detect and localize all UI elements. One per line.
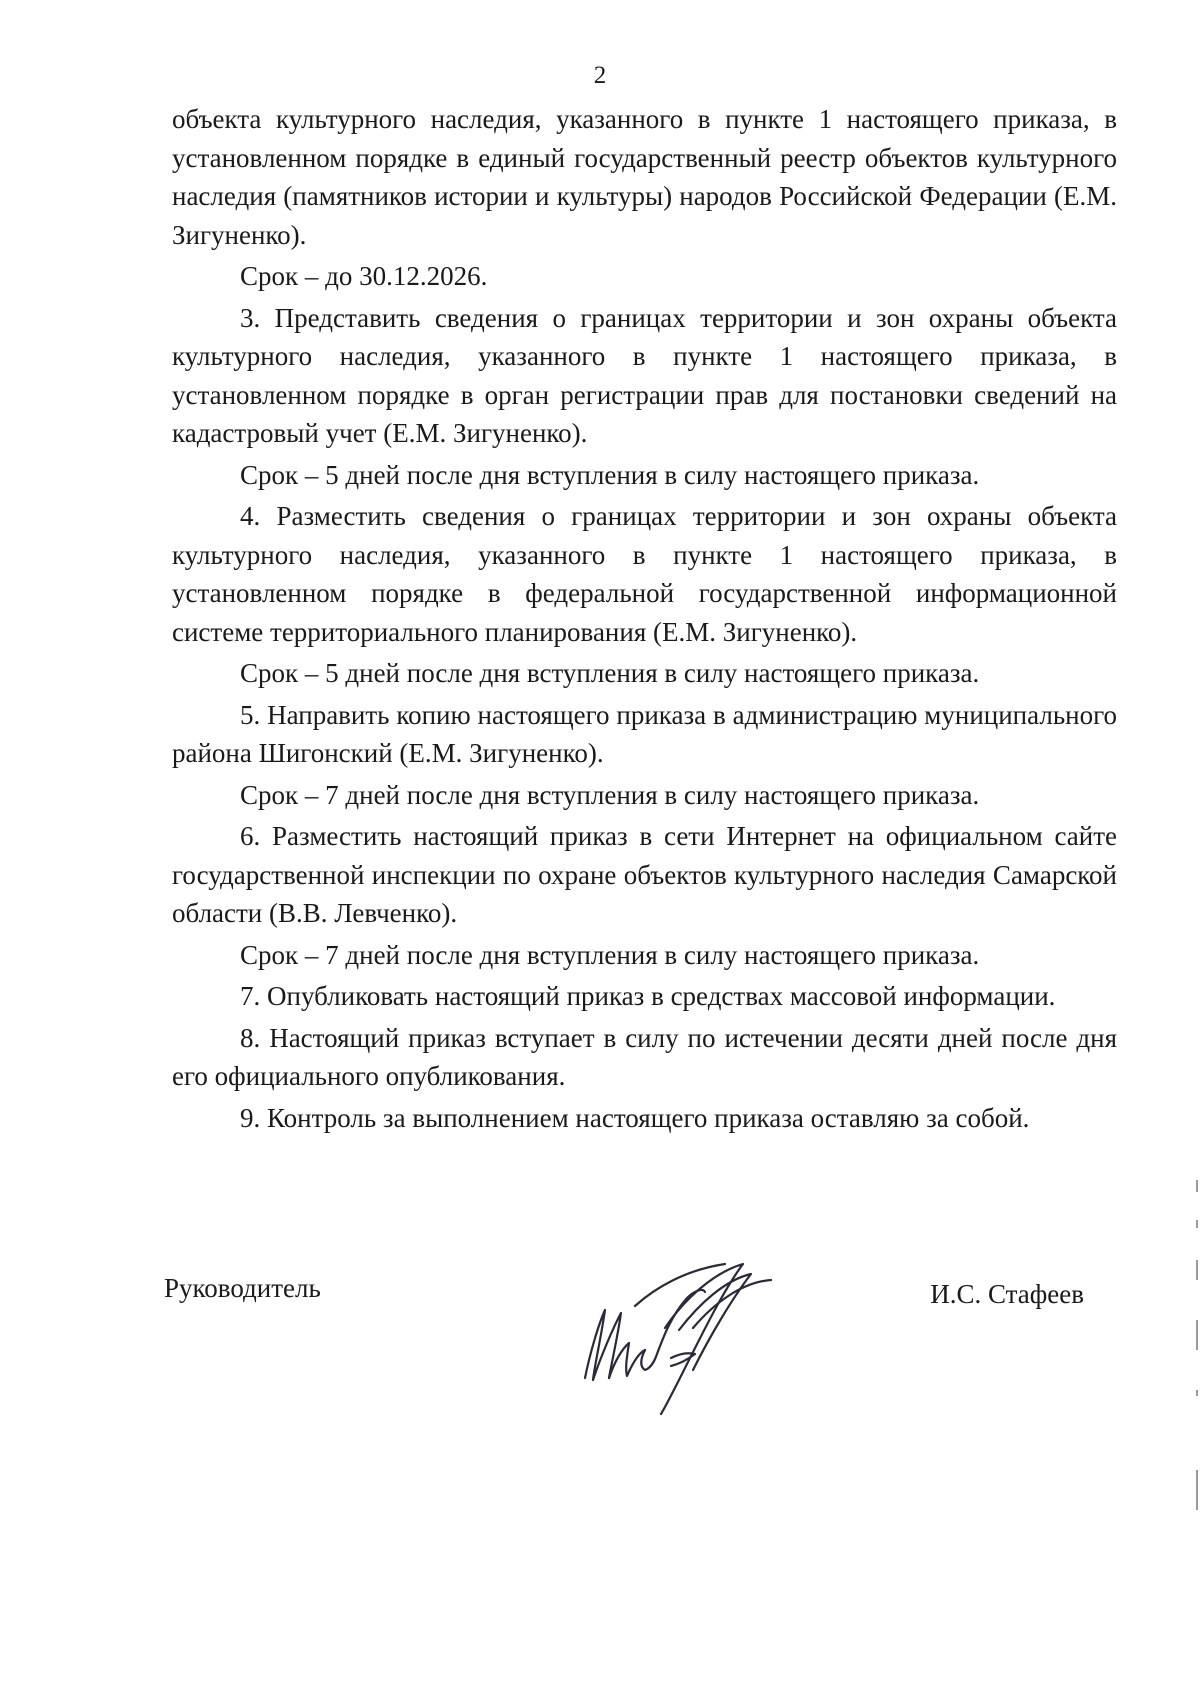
paragraph-deadline: Срок – 5 дней после дня вступления в силу настоящего приказа. bbox=[240, 658, 980, 688]
paragraph-item-6: 6. Разместить настоящий приказ в сети Интернет на официальном сайте государственной инспекции по охране объектов культурного наследия Самарской области (В.В. Левченко). bbox=[172, 821, 1117, 928]
paragraph-item-4: 4. Разместить сведения о границах территории и зон охраны объекта культурного наследия, указанного в пункте 1 настоящего приказа, в установленном порядке в федеральной государственной информационной системе территориального планирования (Е.М. Зигуненко). bbox=[172, 501, 1117, 647]
document-body bbox=[172, 100, 1117, 1140]
paragraph-deadline: Срок – 7 дней после дня вступления в силу настоящего приказа. bbox=[240, 779, 980, 810]
signatory-title: Руководитель bbox=[164, 1273, 321, 1303]
paragraph-item-3: 3. Представить сведения о границах территории и зон охраны объекта культурного наследия, указанного в пункте 1 настоящего приказа, в установленном порядке в орган регистрации прав для постановки сведений на кадастровый учет (Е.М. Зигуненко). bbox=[172, 302, 1117, 448]
paragraph-item-7: 7. Опубликовать настоящий приказ в средствах массовой информации. bbox=[240, 981, 1056, 1011]
paragraph-continuation: объекта культурного наследия, указанного в пункте 1 настоящего приказа, в установленном порядке в единый государственный реестр объектов культурного наследия (памятников истории и культуры) народов Российской Федерации (Е.М. Зигуненко). bbox=[172, 104, 1117, 250]
paragraph-deadline: Срок – 7 дней после дня вступления в силу настоящего приказа. bbox=[240, 939, 980, 970]
paragraph-item-5: 5. Направить копию настоящего приказа в администрацию муниципального района Шигонский (Е.М. Зигуненко). bbox=[172, 699, 1117, 768]
paragraph-item-9: 9. Контроль за выполнением настоящего приказа оставляю за собой. bbox=[240, 1102, 1030, 1133]
scan-edge-marks bbox=[1194, 1180, 1200, 1530]
handwritten-signature bbox=[575, 1258, 805, 1418]
page-number: 2 bbox=[593, 62, 607, 89]
paragraph-item-8: 8. Настоящий приказ вступает в силу по истечении десяти дней после дня его официального опубликования. bbox=[172, 1022, 1117, 1091]
paragraph-deadline: Срок – 5 дней после дня вступления в силу настоящего приказа. bbox=[240, 459, 980, 490]
signatory-name: И.С. Стафеев bbox=[930, 1279, 1084, 1309]
paragraph-deadline: Срок – до 30.12.2026. bbox=[240, 261, 488, 291]
